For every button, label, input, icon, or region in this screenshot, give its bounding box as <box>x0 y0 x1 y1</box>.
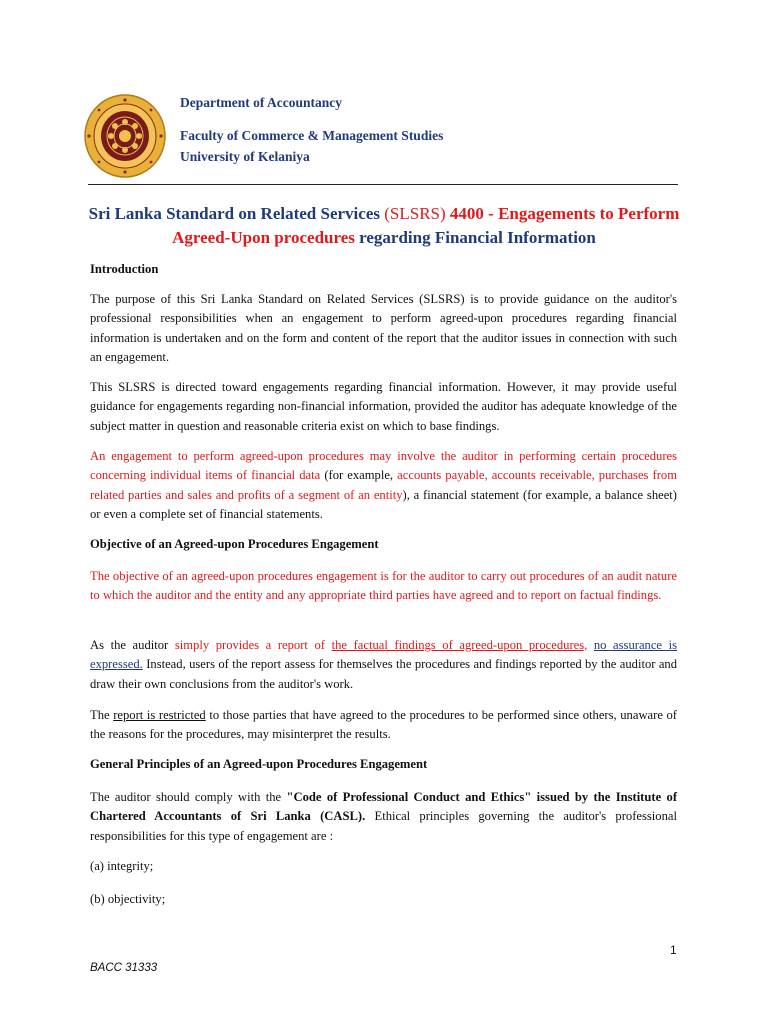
intro-p3-red-c: accounts payable, accounts receivable, purchases from related parties and sales and profits of a segment of an entity <box>90 468 678 502</box>
title-part-3: 4400 - Engagements to Perform Agreed-Upon procedures <box>172 204 680 247</box>
obj-p3-c: to those parties that have agreed to the procedures to be performed since others, unaware of the reasons for the procedures, may misinterpret the results. <box>90 708 678 742</box>
page-number: 1 <box>670 943 677 957</box>
objective-paragraph-2 <box>90 636 677 694</box>
university-seal-logo <box>84 94 166 178</box>
objective-paragraph-3 <box>90 706 677 745</box>
page-title <box>88 202 680 250</box>
objective-paragraph-1: The objective of an agreed-upon procedures engagement is for the auditor to carry out procedures of an audit nature to which the auditor and the entity and any appropriate third parties have agreed and to report on factual findings. <box>90 569 677 603</box>
intro-paragraph-3 <box>90 447 677 524</box>
princ-p1-a: The auditor should comply with the <box>90 790 282 804</box>
header-divider <box>88 184 678 185</box>
principles-heading: General Principles of an Agreed-upon Procedures Engagement <box>90 757 428 771</box>
princ-p1-c: Ethical principles governing the auditor's professional responsibilities for this type of engagement are : <box>90 809 677 843</box>
intro-p3-d: ), a financial statement (for example, a balance sheet) or even a complete set of financial statements. <box>90 487 677 521</box>
obj-p3-b: report is restricted <box>113 708 206 722</box>
faculty-name: Faculty of Commerce & Management Studies <box>180 128 444 143</box>
course-code: BACC 31333 <box>90 962 158 974</box>
obj-p3-a: The <box>90 708 110 722</box>
obj-p2-b: simply provides a report of <box>174 638 325 652</box>
title-part-4: regarding Financial Information <box>359 228 596 247</box>
principle-item-a: (a) integrity; <box>90 859 154 873</box>
title-part-1: Sri Lanka Standard on Related Services <box>88 204 380 223</box>
obj-p2-a: As the auditor <box>90 638 169 652</box>
intro-paragraph-2: This SLSRS is directed toward engagements regarding financial information. However, it may provide useful guidance for engagements regarding non-financial information, provided the auditor has adequate knowledge of the subject matter in question and reasonable criteria exist on which to base findings. <box>90 380 677 433</box>
obj-p2-e: Instead, users of the report assess for themselves the procedures and findings reported by the auditor and draw their own conclusions from the auditor's work. <box>90 657 677 691</box>
obj-p2-c: the factual findings of agreed-upon procedures, <box>331 638 588 652</box>
objective-heading: Objective of an Agreed-upon Procedures Engagement <box>90 537 379 551</box>
university-name: University of Kelaniya <box>180 149 310 164</box>
intro-p3-b: (for example, <box>324 468 394 483</box>
intro-p3-red-a: An engagement to perform agreed-upon procedures may involve the auditor in performing certain procedures concerning individual items of financial data <box>90 449 677 483</box>
principles-paragraph-1 <box>90 788 677 846</box>
introduction-heading: Introduction <box>90 262 159 276</box>
title-part-2: (SLSRS) <box>384 204 446 223</box>
princ-p1-b: "Code of Professional Conduct and Ethics" issued by the Institute of Chartered Accountants of Sri Lanka (CASL). <box>90 790 678 824</box>
intro-paragraph-1: The purpose of this Sri Lanka Standard on Related Services (SLSRS) is to provide guidance on the auditor's professional responsibilities when an engagement to perform agreed-upon procedures regarding financial information is undertaken and on the form and content of the report that the auditor issues in connection with such an engagement. <box>90 292 677 364</box>
principle-item-b: (b) objectivity; <box>90 892 166 906</box>
obj-p2-d: no assurance is expressed. <box>90 638 677 672</box>
department-name: Department of Accountancy <box>180 95 342 110</box>
